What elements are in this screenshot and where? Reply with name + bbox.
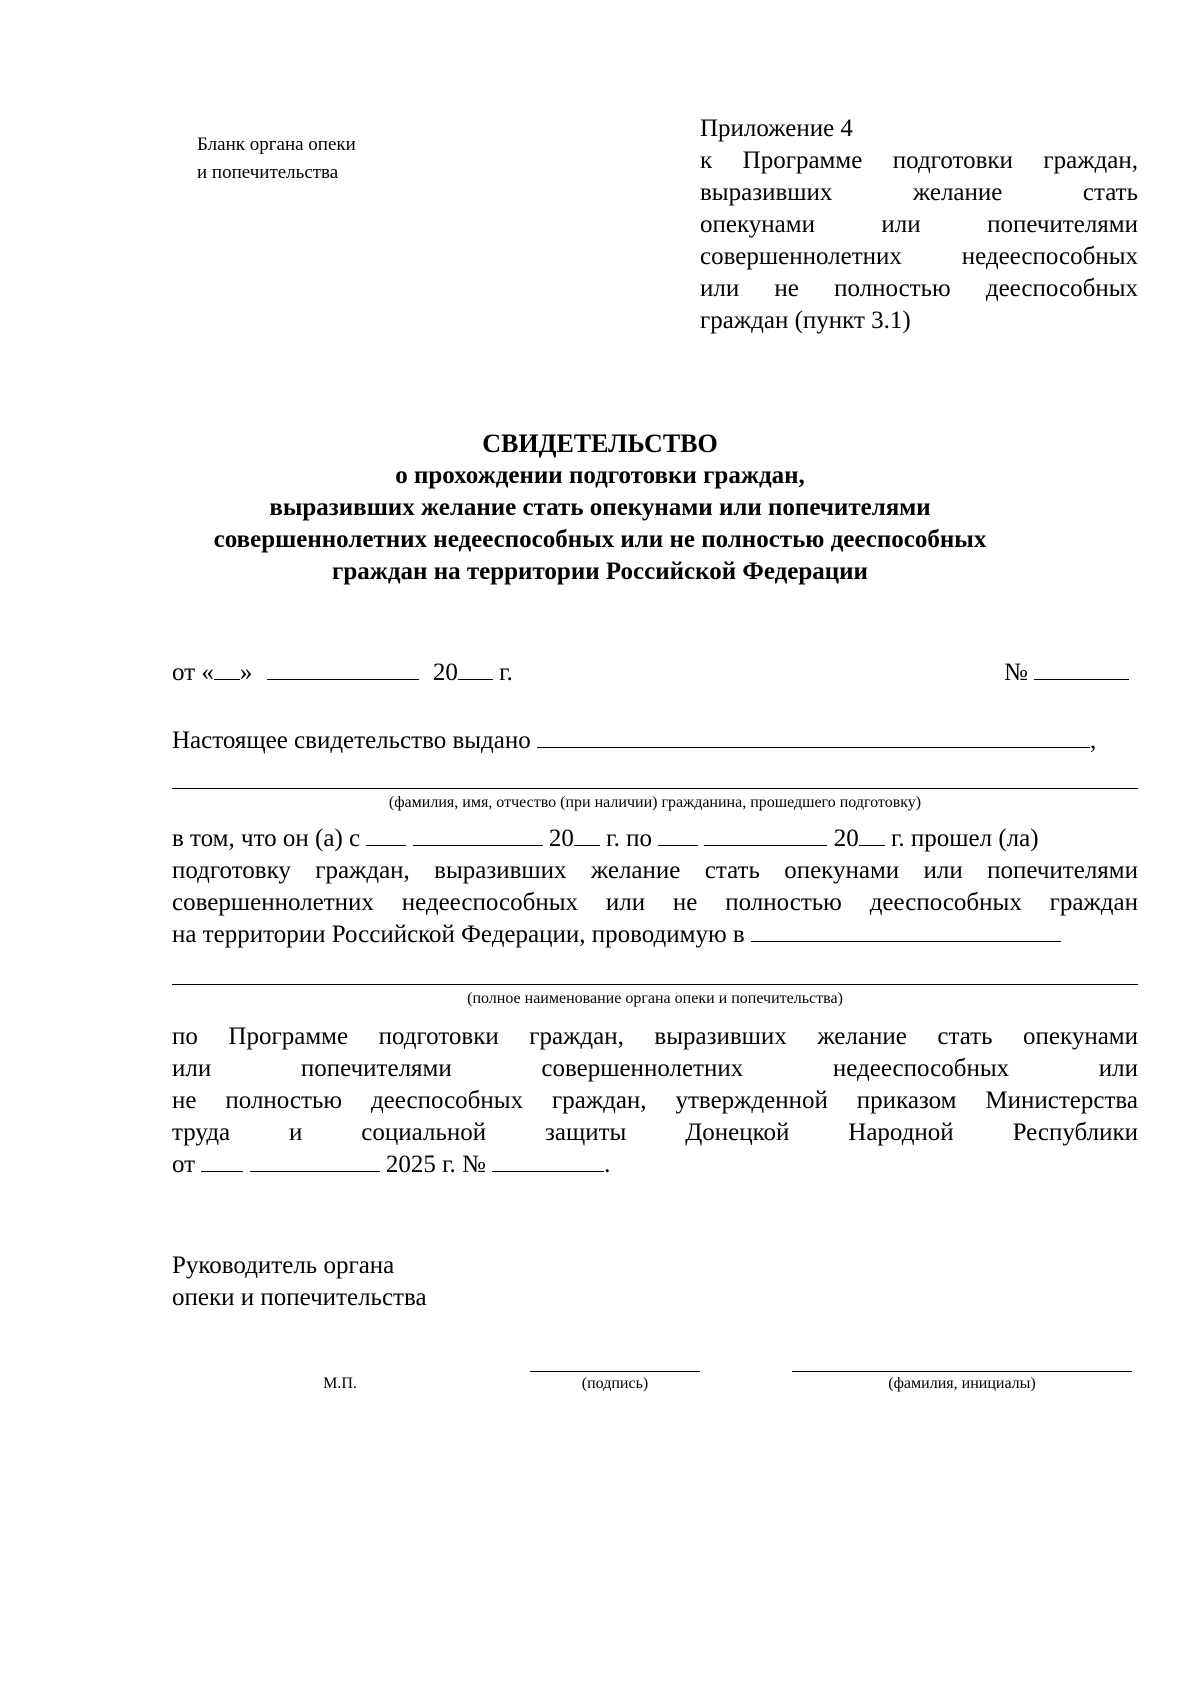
period-text-2: г. по (606, 825, 652, 852)
program-line-1: по Программе подготовки граждан, выразивших желание стать опекунами (172, 1023, 1138, 1050)
appendix-line-4: опекунами или попечителями (700, 211, 1138, 238)
signature-line[interactable] (530, 1371, 700, 1372)
period-line-4-row (172, 919, 1138, 951)
certificate-number-field[interactable] (1034, 657, 1129, 680)
stamp-label: М.П. (323, 1375, 357, 1392)
date-from-label: от « (172, 659, 214, 686)
program-line-5 (172, 1149, 1138, 1181)
name-initials-line[interactable] (792, 1371, 1132, 1372)
head-title-line-2: опеки и попечительства (172, 1284, 427, 1311)
title-line-2: выразивших желание стать опекунами или попечителями (269, 494, 931, 521)
issued-row (172, 725, 1138, 757)
order-day-field[interactable] (201, 1149, 243, 1172)
period-start-month-field[interactable] (413, 823, 543, 846)
name-initials-caption: (фамилия, инициалы) (888, 1375, 1036, 1392)
appendix-line-7: граждан (пункт 3.1) (700, 307, 911, 334)
period-year-2: 20 (833, 825, 859, 852)
issued-caption: (фамилия, имя, отчество (при наличии) гражданина, прошедшего подготовку) (388, 794, 922, 811)
number-label: № (1004, 659, 1028, 686)
order-month-field[interactable] (250, 1149, 380, 1172)
date-row (172, 657, 1138, 689)
document-title (150, 428, 1050, 588)
appendix-line-6: или не полностью дееспособных (700, 275, 1138, 302)
title-line-3: совершеннолетних недееспособных или не полностью дееспособных (213, 526, 987, 553)
signature-caption: (подпись) (581, 1375, 649, 1392)
period-start-year-field[interactable] (574, 823, 600, 846)
date-quote-close: » (239, 659, 253, 686)
program-line-4: труда и социальной защиты Донецкой Народной Республики (172, 1119, 1138, 1146)
title-main: СВИДЕТЕЛЬСТВО (482, 429, 718, 458)
date-year-prefix: 20 (432, 659, 458, 686)
title-line-4: граждан на территории Российской Федерации (332, 558, 868, 585)
appendix-line-3: выразивших желание стать (700, 179, 1138, 206)
order-from-label: от (172, 1151, 196, 1178)
period-line-4: на территории Российской Федерации, проводимую в (172, 921, 745, 948)
date-year-suffix: г. (499, 659, 513, 686)
period-end-year-field[interactable] (859, 823, 885, 846)
blank-org-line-1: Бланк органа опеки (197, 134, 356, 155)
head-title (172, 1250, 427, 1314)
blank-org-label (197, 131, 356, 187)
program-line-2: или попечителями совершеннолетних недееспособных или (172, 1055, 1138, 1082)
appendix-note (700, 113, 1138, 337)
head-title-line-1: Руководитель органа (172, 1252, 395, 1279)
certificate-number (1004, 657, 1129, 689)
appendix-line-1: Приложение 4 (700, 115, 853, 142)
period-text-1: в том, что он (а) с (172, 825, 361, 852)
program-line-3: не полностью дееспособных граждан, утвержденной приказом Министерства (172, 1087, 1138, 1114)
period-start-day-field[interactable] (366, 823, 406, 846)
guardianship-org-field[interactable] (751, 919, 1061, 942)
order-number-field[interactable] (492, 1149, 604, 1172)
issued-label: Настоящее свидетельство выдано (172, 727, 531, 754)
period-line-3: совершеннолетних недееспособных или не полностью дееспособных граждан (172, 889, 1138, 916)
appendix-line-2: к Программе подготовки граждан, (700, 147, 1138, 174)
date-year-field[interactable] (458, 657, 493, 680)
period-line-2: подготовку граждан, выразивших желание стать опекунами или попечителями (172, 857, 1138, 884)
blank-org-line-2: и попечительства (197, 162, 339, 183)
period-end-day-field[interactable] (658, 823, 698, 846)
period-row (172, 823, 1138, 855)
issued-comma: , (1090, 727, 1097, 754)
guardianship-org-line-2[interactable] (172, 984, 1138, 985)
issued-name-line-2[interactable] (172, 788, 1138, 789)
guardianship-org-caption: (полное наименование органа опеки и попечительства) (467, 990, 843, 1007)
period-year-1: 20 (548, 825, 574, 852)
issued-name-field[interactable] (537, 725, 1090, 748)
order-period: . (604, 1151, 611, 1178)
date-month-field[interactable] (267, 657, 419, 680)
appendix-line-5: совершеннолетних недееспособных (700, 243, 1138, 270)
period-text-3: г. прошел (ла) (890, 825, 1039, 852)
title-line-1: о прохождении подготовки граждан, (395, 462, 805, 489)
order-year-label: 2025 г. № (385, 1151, 486, 1178)
period-end-month-field[interactable] (704, 823, 827, 846)
date-day-field[interactable] (214, 657, 240, 680)
